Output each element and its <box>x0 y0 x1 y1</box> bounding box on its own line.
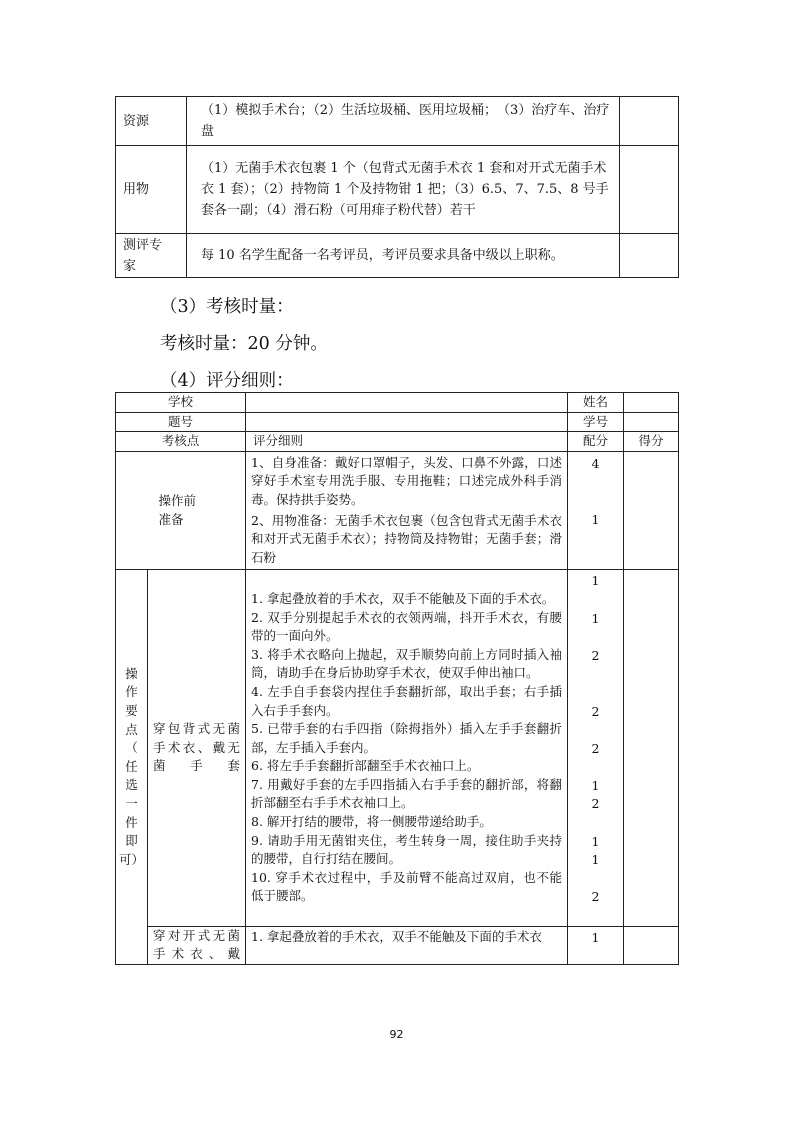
op-score: 2 <box>591 889 600 905</box>
op-item: 3. 将手术衣略向上抛起，双手顺势向前上方同时插入袖筒，请助手在身后协助穿手术衣，使双手伸出袖口。 <box>251 646 563 681</box>
row-label: 用物 <box>116 146 187 234</box>
prep-score: 1 <box>591 511 600 527</box>
col-got: 得分 <box>624 432 679 452</box>
blank-cell <box>620 146 679 234</box>
prep-label-text: 操作前准备 <box>158 492 197 527</box>
col-detail: 评分细则 <box>246 432 568 452</box>
op-score: 1 <box>591 573 600 589</box>
op-label-char: 点 <box>125 721 138 737</box>
name-value[interactable] <box>624 393 679 413</box>
op-group-row <box>116 926 679 964</box>
op-group-detail <box>246 570 568 926</box>
section4-heading: （4）评分细则： <box>160 371 294 391</box>
row-content: （1）无菌手术衣包裹 1 个（包背式无菌手术衣 1 套和对开式无菌手术衣 1 套）；（2）持物筒 1 个及持物钳 1 把；（3）6.5、7、7.5、8 号手套各一副；（4）滑石粉（可用痱子粉代替）若干 <box>187 146 620 234</box>
student-id-label: 学号 <box>568 412 624 432</box>
op-item: 1. 拿起叠放着的手术衣，双手不能触及下面的手术衣 <box>251 928 542 944</box>
got-cell[interactable] <box>624 570 679 926</box>
op-label-char: 一 <box>125 795 138 811</box>
prep-item: 1、自身准备：戴好口罩帽子，头发、口鼻不外露，口述穿好手术室专用洗手服、专用拖鞋；口述完成外科手消毒。保持拱手姿势。 <box>251 454 563 507</box>
title-label: 题号 <box>116 412 246 432</box>
op-group-name: 穿对开式无菌手术衣、戴 <box>148 926 246 964</box>
blank-cell <box>620 234 679 278</box>
prep-score: 4 <box>591 455 600 471</box>
op-label-char: 即 <box>125 833 138 849</box>
op-group-scores <box>568 926 624 964</box>
op-item: 4. 左手自手套袋内捏住手套翻折部，取出手套；右手插入右手手套内。 <box>251 683 563 718</box>
op-score: 1 <box>591 929 600 945</box>
supplies-row <box>116 146 679 234</box>
title-value[interactable] <box>246 412 568 432</box>
prep-label <box>116 451 246 570</box>
header-row <box>116 412 679 432</box>
header-row <box>116 393 679 413</box>
op-item: 8. 解开打结的腰带，将一侧腰带递给助手。 <box>251 814 492 830</box>
prep-scores <box>568 451 624 570</box>
op-label-char: （ <box>125 740 138 756</box>
op-item: 9. 请助手用无菌钳夹住，考生转身一周，接住助手夹持的腰带，自行打结在腰间。 <box>251 832 563 867</box>
section3-heading: （3）考核时量： <box>160 297 294 317</box>
op-group-name: 穿包背式无菌手术衣、戴无菌手套 <box>148 570 246 926</box>
row-content: （1）模拟手术台；（2）生活垃圾桶、医用垃圾桶； （3）治疗车、治疗盘 <box>187 97 620 146</box>
op-label-char: 作 <box>125 684 138 700</box>
got-cell[interactable] <box>624 451 679 570</box>
student-id-value[interactable] <box>624 412 679 432</box>
op-score: 2 <box>591 647 600 663</box>
op-group-detail <box>246 926 568 964</box>
school-label: 学校 <box>116 393 246 413</box>
name-label: 姓名 <box>568 393 624 413</box>
col-point: 考核点 <box>116 432 246 452</box>
row-label: 测评专家 <box>116 234 187 278</box>
op-score: 1 <box>591 852 600 868</box>
op-label-char: 操 <box>125 665 138 681</box>
score-table <box>115 392 679 965</box>
op-score: 2 <box>591 740 600 756</box>
resource-row <box>116 97 679 146</box>
section3-body: 考核时量：20 分钟。 <box>160 334 328 354</box>
prep-detail <box>246 451 568 570</box>
column-header-row <box>116 432 679 452</box>
page-number: 92 <box>389 1028 404 1041</box>
resource-table <box>115 96 679 278</box>
op-group-row <box>116 570 679 926</box>
op-item: 6. 将左手手套翻折部翻至手术衣袖口上。 <box>251 758 480 774</box>
prep-row <box>116 451 679 570</box>
op-item: 10. 穿手术衣过程中，手及前臂不能高过双肩，也不能低于腰部。 <box>251 869 563 904</box>
op-label-char: 可） <box>118 851 144 867</box>
row-label: 资源 <box>116 97 187 146</box>
op-item: 7. 用戴好手套的左手四指插入右手手套的翻折部，将翻折部翻至右手手术衣袖口上。 <box>251 776 563 811</box>
got-cell[interactable] <box>624 926 679 964</box>
school-value[interactable] <box>246 393 568 413</box>
op-item: 5. 已带手套的右手四指（除拇指外）插入左手手套翻折部，左手插入手套内。 <box>251 721 563 755</box>
op-label-char: 任 <box>125 758 138 774</box>
prep-item: 2、用物准备：无菌手术衣包裹（包含包背式无菌手术衣和对开式无菌手术衣）；持物筒及持物钳；无菌手套；滑石粉 <box>251 512 563 565</box>
op-item: 1. 拿起叠放着的手术衣，双手不能触及下面的手术衣。 <box>251 590 555 606</box>
op-score: 1 <box>591 777 600 793</box>
op-score: 1 <box>591 610 600 626</box>
row-content: 每 10 名学生配备一名考评员，考评员要求具备中级以上职称。 <box>187 234 620 278</box>
op-label-char: 选 <box>125 777 138 793</box>
op-group-scores <box>568 570 624 926</box>
col-points-alloc: 配分 <box>568 432 624 452</box>
op-label-char: 要 <box>125 703 138 718</box>
op-score: 2 <box>591 796 600 812</box>
blank-cell <box>620 97 679 146</box>
op-label <box>116 570 148 964</box>
op-label-char: 件 <box>125 814 138 830</box>
op-item: 2. 双手分别提起手术衣的衣领两端，抖开手术衣，有腰带的一面向外。 <box>251 609 563 644</box>
op-score: 2 <box>591 703 600 719</box>
op-score: 1 <box>591 833 600 849</box>
examiner-row <box>116 234 679 278</box>
